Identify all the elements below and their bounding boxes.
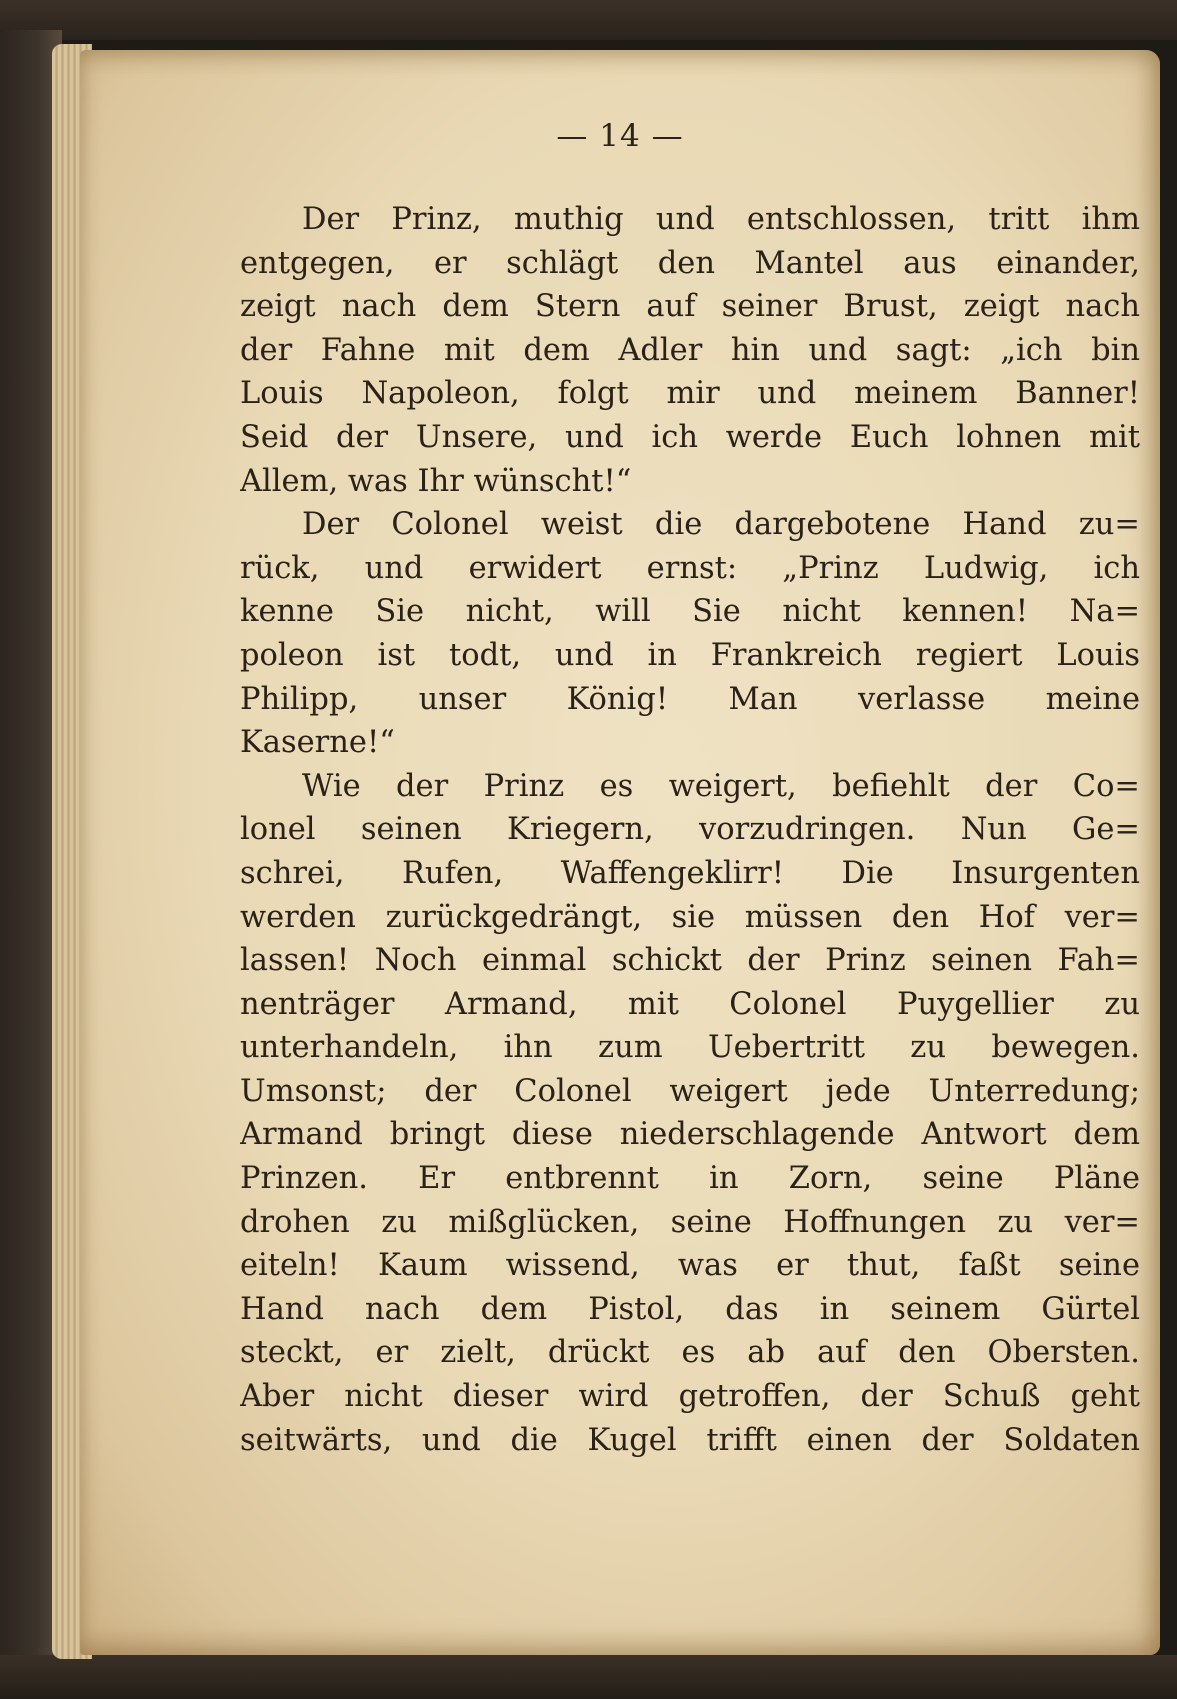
text-line: entgegen, er schlägt den Mantel aus einander, xyxy=(240,245,1140,281)
text-line: Kaserne!“ xyxy=(240,725,395,761)
text-line: eiteln! Kaum wissend, was er thut, faßt seine xyxy=(240,1248,1140,1284)
text-line: zeigt nach dem Stern auf seiner Brust, zeigt nach xyxy=(240,289,1140,325)
text-line: der Fahne mit dem Adler hin und sagt: „ich bin xyxy=(240,332,1140,368)
text-line: Aber nicht dieser wird getroffen, der Schuß geht xyxy=(240,1379,1140,1415)
body-text xyxy=(240,198,1140,1462)
text-line: Umsonst; der Colonel weigert jede Unterredung; xyxy=(240,1073,1140,1109)
text-line: nenträger Armand, mit Colonel Puygellier zu xyxy=(240,986,1140,1022)
text-line: Der Colonel weist die dargebotene Hand zu= xyxy=(302,507,1140,543)
text-line: Wie der Prinz es weigert, befiehlt der Co= xyxy=(302,768,1140,804)
text-line: drohen zu mißglücken, seine Hoffnungen zu ver= xyxy=(240,1204,1140,1240)
text-line: Philipp, unser König! Man verlasse meine xyxy=(240,681,1140,717)
text-line: lassen! Noch einmal schickt der Prinz seinen Fah= xyxy=(240,943,1140,979)
text-line: kenne Sie nicht, will Sie nicht kennen! Na= xyxy=(240,594,1140,630)
page-number: — 14 — xyxy=(556,118,684,154)
text-line: Hand nach dem Pistol, das in seinem Gürtel xyxy=(240,1291,1140,1327)
text-line: seitwärts, und die Kugel trifft einen der Soldaten xyxy=(240,1422,1140,1458)
text-line: werden zurückgedrängt, sie müssen den Hof ver= xyxy=(240,899,1140,935)
text-line: unterhandeln, ihn zum Uebertritt zu bewegen. xyxy=(240,1030,1140,1066)
text-line: Seid der Unsere, und ich werde Euch lohnen mit xyxy=(240,419,1140,455)
text-line: Prinzen. Er entbrennt in Zorn, seine Pläne xyxy=(240,1161,1140,1197)
text-line: steckt, er zielt, drückt es ab auf den Obersten. xyxy=(240,1335,1140,1371)
text-line: Der Prinz, muthig und entschlossen, tritt ihm xyxy=(302,202,1140,237)
text-line: rück, und erwidert ernst: „Prinz Ludwig, ich xyxy=(240,550,1140,586)
text-line: Louis Napoleon, folgt mir und meinem Banner! xyxy=(240,376,1140,412)
text-line: schrei, Rufen, Waffengeklirr! Die Insurgenten xyxy=(240,855,1140,891)
text-line: lonel seinen Kriegern, vorzudringen. Nun Ge= xyxy=(240,812,1140,848)
text-line: Armand bringt diese niederschlagende Antwort dem xyxy=(240,1117,1140,1153)
text-line: poleon ist todt, und in Frankreich regiert Louis xyxy=(240,637,1140,673)
book-cover-top xyxy=(0,0,1177,40)
book-cover-bottom xyxy=(0,1655,1177,1699)
text-line: Allem, was Ihr wünscht!“ xyxy=(240,463,632,499)
book-page xyxy=(80,50,1160,1655)
